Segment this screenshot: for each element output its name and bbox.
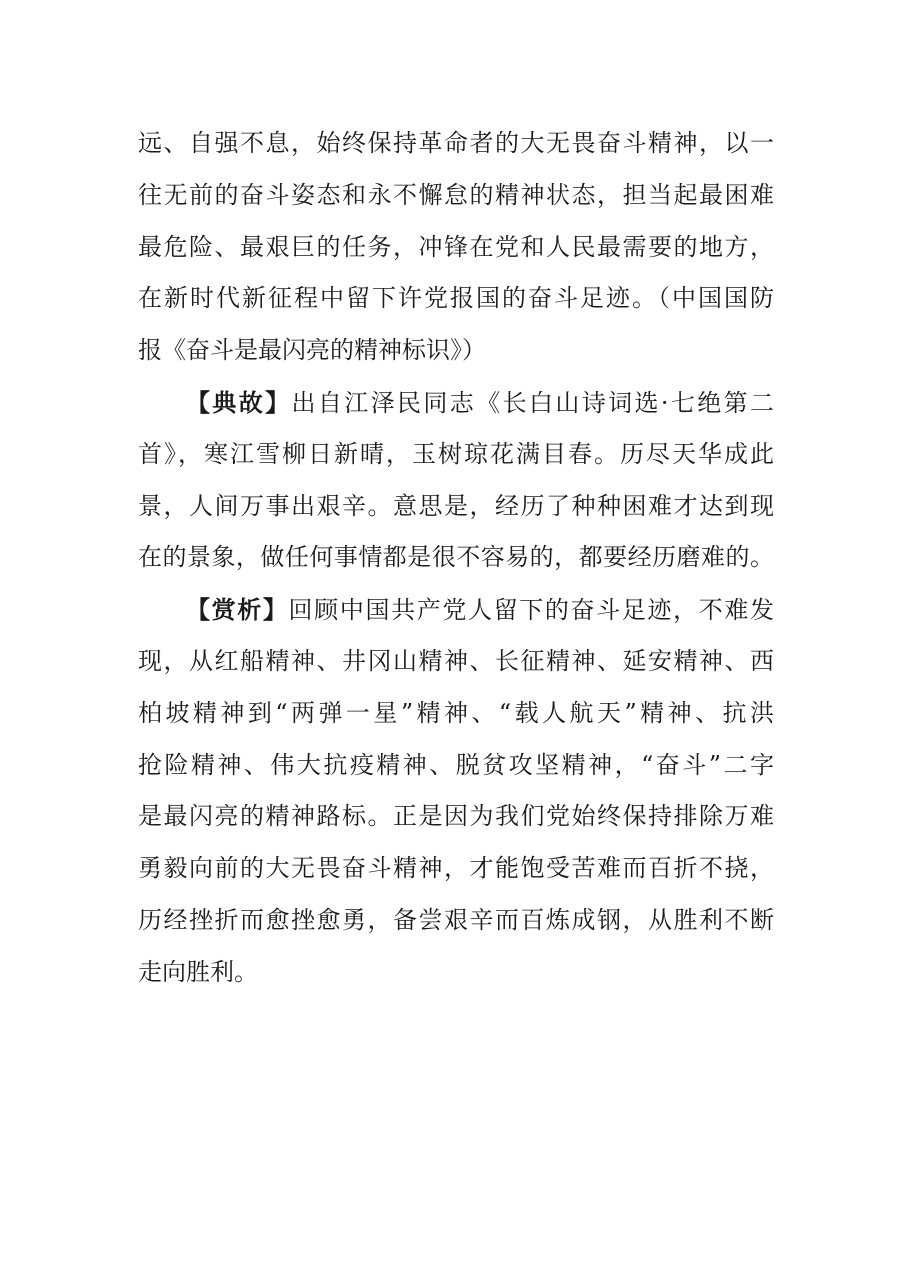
analysis-label: 【赏析】 (186, 595, 289, 625)
text-line: 现，从红船精神、井冈山精神、长征精神、延安精神、西 (138, 646, 774, 675)
text-line: 报《奋斗是最闪亮的精神标识》） (138, 336, 486, 365)
allusion-first-line (138, 377, 774, 429)
text-line: 往无前的奋斗姿态和永不懈怠的精神状态，担当起最困难 (138, 180, 774, 209)
text-line: 首》，寒江雪柳日新晴，玉树琼花满目春。历尽天华成此 (138, 439, 774, 468)
text-line: 历经挫折而愈挫愈勇，备尝艰辛而百炼成钢，从胜利不断 (138, 905, 774, 934)
text-line: 是最闪亮的精神路标。正是因为我们党始终保持排除万难 (138, 802, 774, 831)
text-line: 在新时代新征程中留下许党报国的奋斗足迹。（中国国防 (138, 284, 774, 313)
text-line: 远、自强不息，始终保持革命者的大无畏奋斗精神，以一 (138, 129, 774, 157)
body-text (138, 118, 774, 999)
analysis-text: 回顾中国共产党人留下的奋斗足迹，不难发 (288, 596, 774, 625)
analysis-first-line (138, 584, 774, 636)
text-line: 勇毅向前的大无畏奋斗精神，才能饱受苦难而百折不挠， (138, 854, 774, 883)
text-line: 最危险、最艰巨的任务，冲锋在党和人民最需要的地方， (138, 232, 774, 261)
text-line: 在的景象，做任何事情都是很不容易的，都要经历磨难的。 (138, 543, 774, 572)
allusion-text: 出自江泽民同志《长白山诗词选·七绝第二 (291, 388, 774, 417)
text-line: 抢险精神、伟大抗疫精神、脱贫攻坚精神，“奋斗”二字 (138, 750, 774, 779)
text-line: 走向胜利。 (138, 957, 258, 986)
text-line: 柏坡精神到“两弹一星”精神、“载人航天”精神、抗洪 (138, 698, 774, 727)
allusion-label: 【典故】 (186, 387, 292, 417)
text-line: 景，人间万事出艰辛。意思是，经历了种种困难才达到现 (138, 491, 774, 520)
